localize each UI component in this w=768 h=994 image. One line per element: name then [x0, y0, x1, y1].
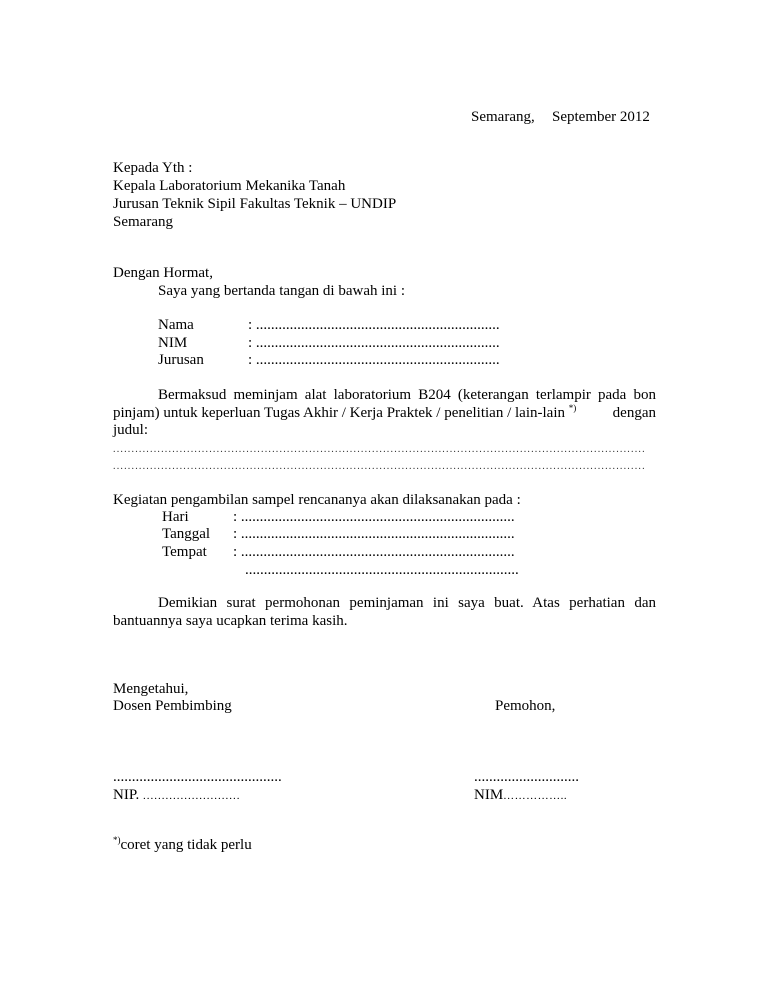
- intro-text: Saya yang bertanda tangan di bawah ini :: [158, 283, 406, 299]
- purpose-line-2: [113, 404, 656, 422]
- schedule-extra-line: .........................................................................: [245, 562, 519, 578]
- schedule-label-tanggal: Tanggal: [162, 526, 211, 542]
- closing-line-2: bantuannya saya ucapkan terima kasih.: [113, 613, 348, 629]
- date-text: September 2012: [552, 109, 650, 125]
- applicant-sign-line: ............................: [474, 769, 579, 785]
- schedule-intro: Kegiatan pengambilan sampel rencananya akan dilaksanakan pada :: [113, 492, 521, 508]
- schedule-value-tempat: : .........................................................................: [233, 544, 515, 560]
- nip-line: [113, 786, 241, 805]
- nim-label: NIM: [474, 787, 504, 803]
- field-label-nama: Nama: [158, 317, 194, 333]
- salutation: Dengan Hormat,: [113, 265, 213, 281]
- purpose-line-2-end: dengan: [612, 405, 656, 421]
- field-label-jurusan: Jurusan: [158, 352, 204, 368]
- schedule-value-hari: : .........................................................................: [233, 509, 515, 525]
- recipient-line-3: Jurusan Teknik Sipil Fakultas Teknik – UNDIP: [113, 196, 397, 212]
- footnote-mark: *): [113, 835, 121, 845]
- schedule-label-tempat: Tempat: [162, 544, 207, 560]
- recipient-line-4: Semarang: [113, 214, 173, 230]
- applicant-label: Pemohon,: [495, 698, 556, 714]
- place-text: Semarang,: [471, 109, 535, 125]
- nip-dots: ..........................: [143, 790, 241, 802]
- field-label-nim: NIM: [158, 335, 188, 351]
- closing-line-1: Demikian surat permohonan peminjaman ini saya buat. Atas perhatian dan: [158, 595, 656, 611]
- field-value-jurusan: : .................................................................: [248, 352, 500, 368]
- purpose-text: pinjam) untuk keperluan Tugas Akhir / Kerja Praktek / penelitian / lain-lain: [113, 405, 565, 421]
- supervisor-sign-line: .............................................: [113, 769, 282, 785]
- supervisor-label: Dosen Pembimbing: [113, 698, 232, 714]
- footnote-marker: *): [568, 403, 577, 413]
- field-value-nama: : .................................................................: [248, 317, 500, 333]
- schedule-label-hari: Hari: [162, 509, 189, 525]
- title-dots-line-1: ................................................................................................................................................: [113, 444, 646, 455]
- footnote-text: coret yang tidak perlu: [120, 837, 252, 853]
- nim-dots: ……………..: [503, 790, 568, 802]
- purpose-line-2-text: [113, 404, 576, 422]
- recipient-line-2: Kepala Laboratorium Mekanika Tanah: [113, 178, 346, 194]
- schedule-value-tanggal: : .........................................................................: [233, 526, 515, 542]
- title-dots-line-2: ................................................................................................................................................: [113, 461, 646, 472]
- acknowledged-label: Mengetahui,: [113, 681, 189, 697]
- field-value-nim: : .................................................................: [248, 335, 500, 351]
- nim-line: [474, 786, 567, 805]
- purpose-line-1: Bermaksud meminjam alat laboratorium B204 (keterangan terlampir pada bon: [158, 387, 656, 403]
- footnote: [113, 836, 252, 854]
- nip-label: NIP.: [113, 787, 140, 803]
- recipient-line-1: Kepada Yth :: [113, 160, 193, 176]
- purpose-line-3: judul:: [113, 422, 149, 438]
